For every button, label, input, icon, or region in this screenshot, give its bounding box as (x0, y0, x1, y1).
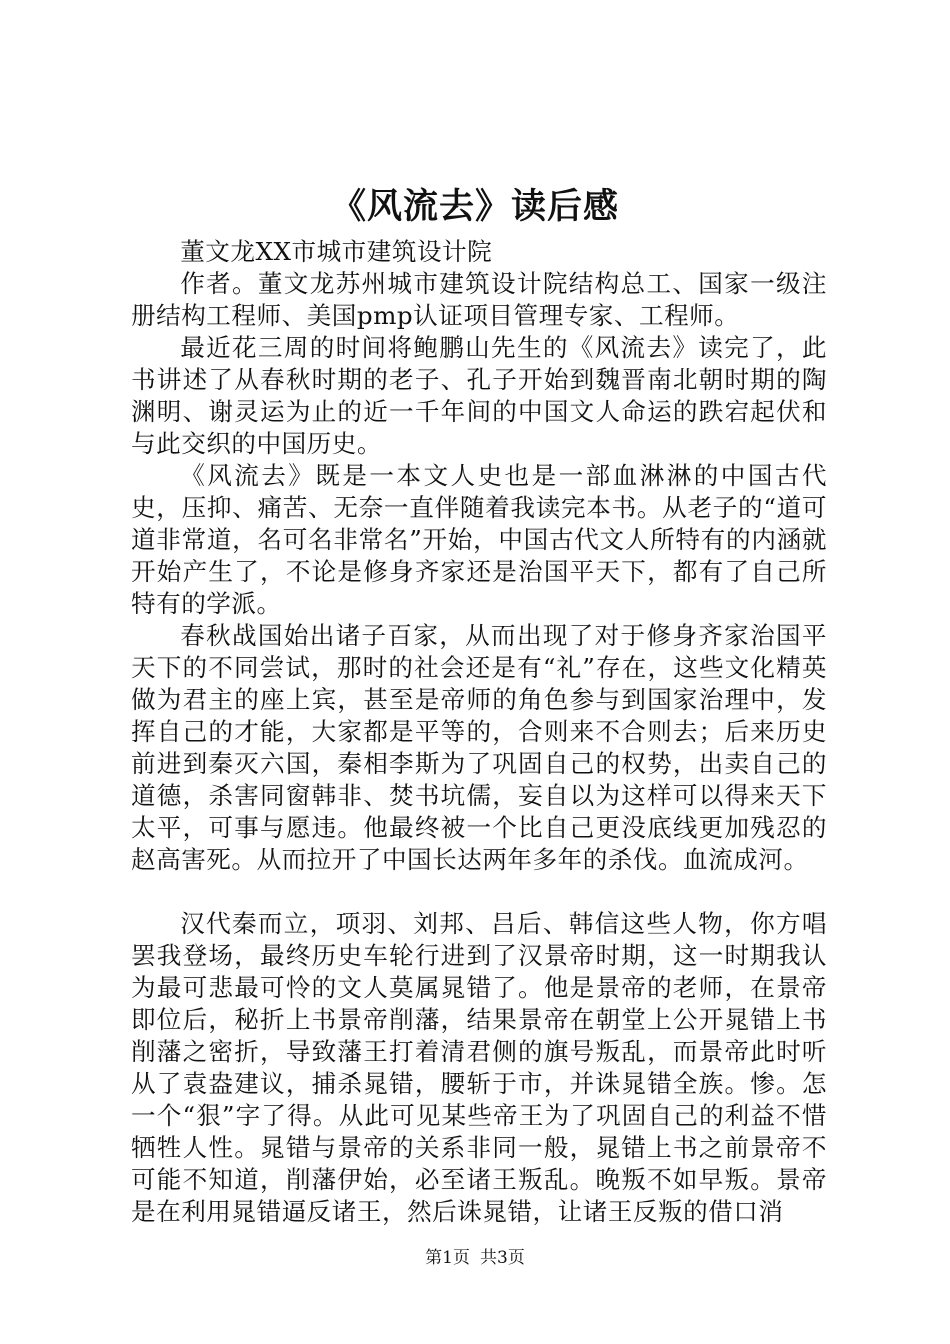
body-paragraph: 《风流去》既是一本文人史也是一部血淋淋的中国古代史，压抑、痛苦、无奈一直伴随着我读完本书。从老子的“道可道非常道，名可名非常名”开始，中国古代文人所特有的内涵就开始产生了，不论是修身齐家还是治国平天下，都有了自己所特有的学派。 (131, 461, 827, 618)
body-paragraph: 汉代秦而立，项羽、刘邦、吕后、韩信这些人物，你方唱罢我登场，最终历史车轮行进到了汉景帝时期，这一时期我认为最可悲最可怜的文人莫属晁错了。他是景帝的老师，在景帝即位后，秘折上书景帝削藩，结果景帝在朝堂上公开晁错上书削藩之密折，导致藩王打着清君侧的旗号叛乱，而景帝此时听从了袁盎建议，捕杀晁错，腰斩于市，并诛晁错全族。惨。怎一个“狠”字了得。从此可见某些帝王为了巩固自己的利益不惜牺牲人性。晁错与景帝的关系非同一般，晁错上书之前景帝不可能不知道，削藩伊始，必至诸王叛乱。晚叛不如早叛。景帝是在利用晁错逼反诸王，然后诛晁错，让诸王反叛的借口消 (131, 909, 827, 1226)
body-paragraph: 春秋战国始出诸子百家，从而出现了对于修身齐家治国平天下的不同尝试，那时的社会还是有“礼”存在，这些文化精英做为君主的座上宾，甚至是帝师的角色参与到国家治理中，发挥自己的才能，大家都是平等的，合则来不合则去；后来历史前进到秦灭六国，秦相李斯为了巩固自己的权势，出卖自己的道德，杀害同窗韩非、焚书坑儒，妄自以为这样可以得来天下太平，可事与愿违。他最终被一个比自己更没底线更加残忍的赵高害死。从而拉开了中国长达两年多年的杀伐。血流成河。 (131, 621, 827, 874)
author-bio-paragraph: 作者。董文龙苏州城市建筑设计院结构总工、国家一级注册结构工程师、美国pmp认证项目管理专家、工程师。 (131, 269, 827, 330)
page-number-total: 共3页 (480, 1248, 525, 1268)
page-number-current: 第1页 (425, 1248, 470, 1268)
author-line: 董文龙XX市城市建筑设计院 (180, 237, 493, 266)
body-paragraph: 最近花三周的时间将鲍鹏山先生的《风流去》读完了，此书讲述了从春秋时期的老子、孔子开始到魏晋南北朝时期的陶渊明、谢灵运为止的近一千年间的中国文人命运的跌宕起伏和与此交织的中国历史。 (131, 333, 827, 458)
page-footer (0, 1246, 950, 1270)
document-title: 《风流去》读后感 (330, 186, 619, 227)
document-body (131, 236, 827, 1228)
